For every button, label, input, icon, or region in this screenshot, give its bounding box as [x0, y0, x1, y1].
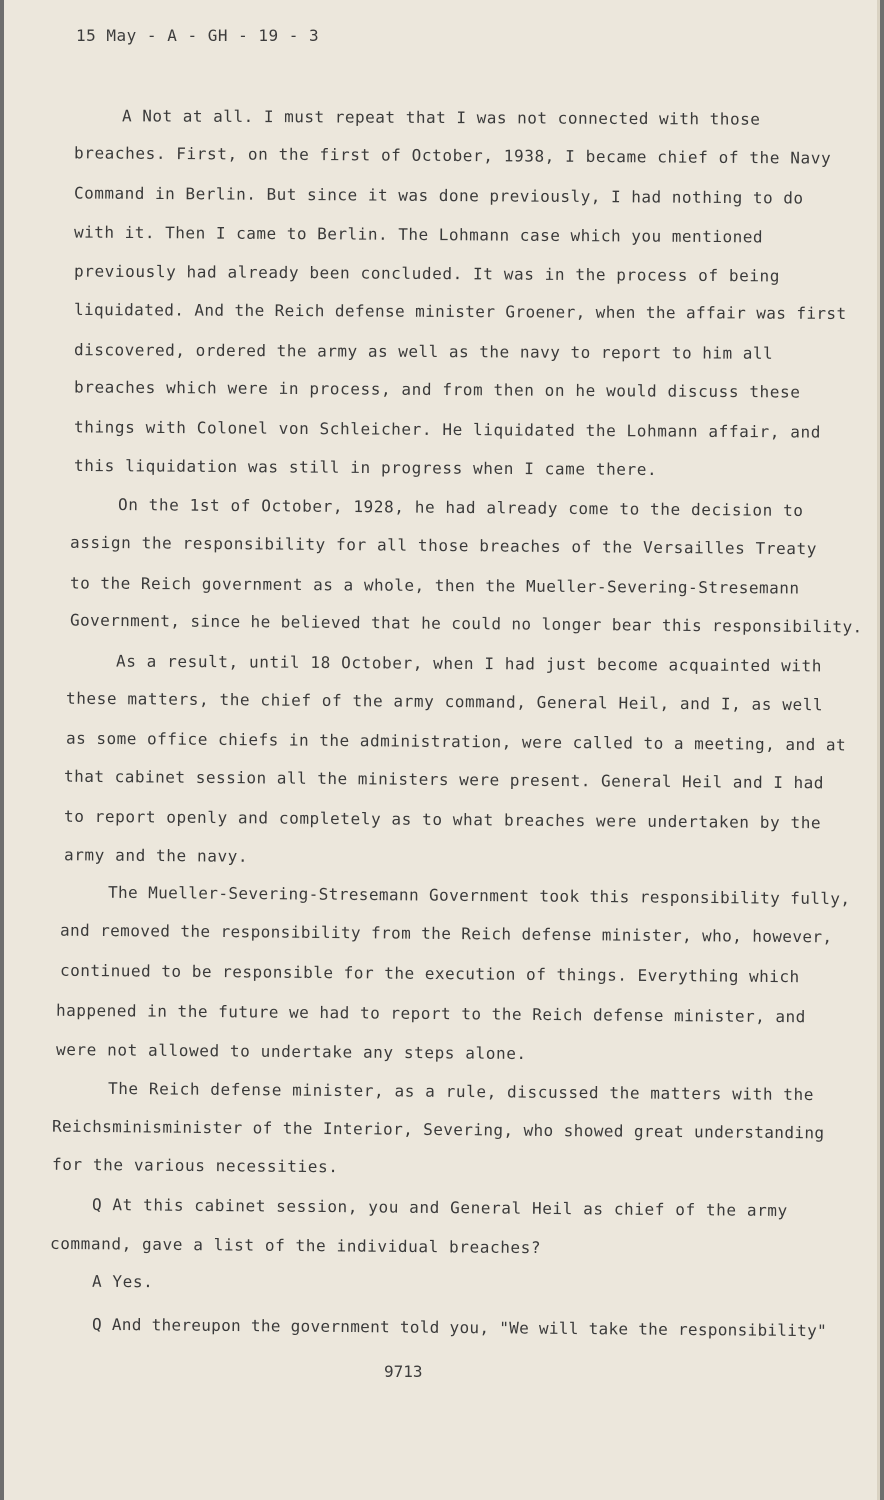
text-line: breaches. First, on the first of October, 1938, I became chief of the Navy	[73, 143, 832, 168]
text-line: continued to be responsible for the execution of things. Everything which	[59, 960, 800, 987]
text-line: things with Colonel von Schleicher. He liquidated the Lohmann affair, and	[73, 417, 822, 442]
text-line: Command in Berlin. But since it was done previously, I had nothing to do	[73, 183, 804, 208]
text-line: Q And thereupon the government told you, "We will take the responsibility"	[91, 1314, 828, 1341]
text-line: happened in the future we had to report to the Reich defense minister, and	[55, 1000, 806, 1027]
text-line: discovered, ordered the army as well as the navy to report to him all	[73, 340, 774, 363]
text-line: this liquidation was still in progress when I came there.	[73, 455, 658, 480]
text-line: The Reich defense minister, as a rule, discussed the matters with the	[107, 1078, 815, 1105]
text-line: and removed the responsibility from the Reich defense minister, who, however,	[59, 920, 833, 947]
text-line: command, gave a list of the individual breaches?	[49, 1233, 542, 1258]
text-line: A Yes.	[91, 1271, 154, 1292]
text-line: for the various necessities.	[51, 1154, 339, 1177]
text-line: breaches which were in process, and from then on he would discuss these	[73, 377, 801, 402]
text-line: A Not at all. I must repeat that I was not connected with those	[121, 106, 761, 129]
page-number: 9713	[384, 1362, 423, 1381]
text-line: Q At this cabinet session, you and General Heil as chief of the army	[91, 1194, 788, 1221]
text-line: that cabinet session all the ministers were present. General Heil and I had	[63, 766, 825, 793]
document-page	[4, 0, 880, 1500]
text-line: to the Reich government as a whole, then the Mueller-Severing-Stresemann	[69, 573, 800, 598]
text-line: Government, since he believed that he could no longer bear this responsibility.	[69, 610, 863, 637]
text-line: as some office chiefs in the administration, were called to a meeting, and at	[65, 728, 847, 755]
text-line: army and the navy.	[63, 845, 249, 866]
text-line: Reichsminisminister of the Interior, Severing, who showed great understanding	[51, 1116, 825, 1143]
text-line: with it. Then I came to Berlin. The Lohmann case which you mentioned	[73, 222, 764, 247]
text-line: liquidated. And the Reich defense minister Groener, when the affair was first	[73, 299, 847, 324]
text-line: On the 1st of October, 1928, he had already come to the decision to	[117, 495, 804, 520]
text-line: The Mueller-Severing-Stresemann Government took this responsibility fully,	[107, 882, 851, 909]
text-line: As a result, until 18 October, when I had just become acquainted with	[115, 651, 823, 676]
page-header: 15 May - A - GH - 19 - 3	[76, 26, 320, 45]
text-line: were not allowed to undertake any steps alone.	[55, 1039, 527, 1064]
text-line: previously had already been concluded. It was in the process of being	[73, 261, 781, 286]
text-line: assign the responsibility for all those breaches of the Versailles Treaty	[69, 532, 818, 559]
text-line: to report openly and completely as to what breaches were undertaken by the	[63, 806, 822, 833]
text-line: these matters, the chief of the army command, General Heil, and I, as well	[65, 688, 824, 715]
